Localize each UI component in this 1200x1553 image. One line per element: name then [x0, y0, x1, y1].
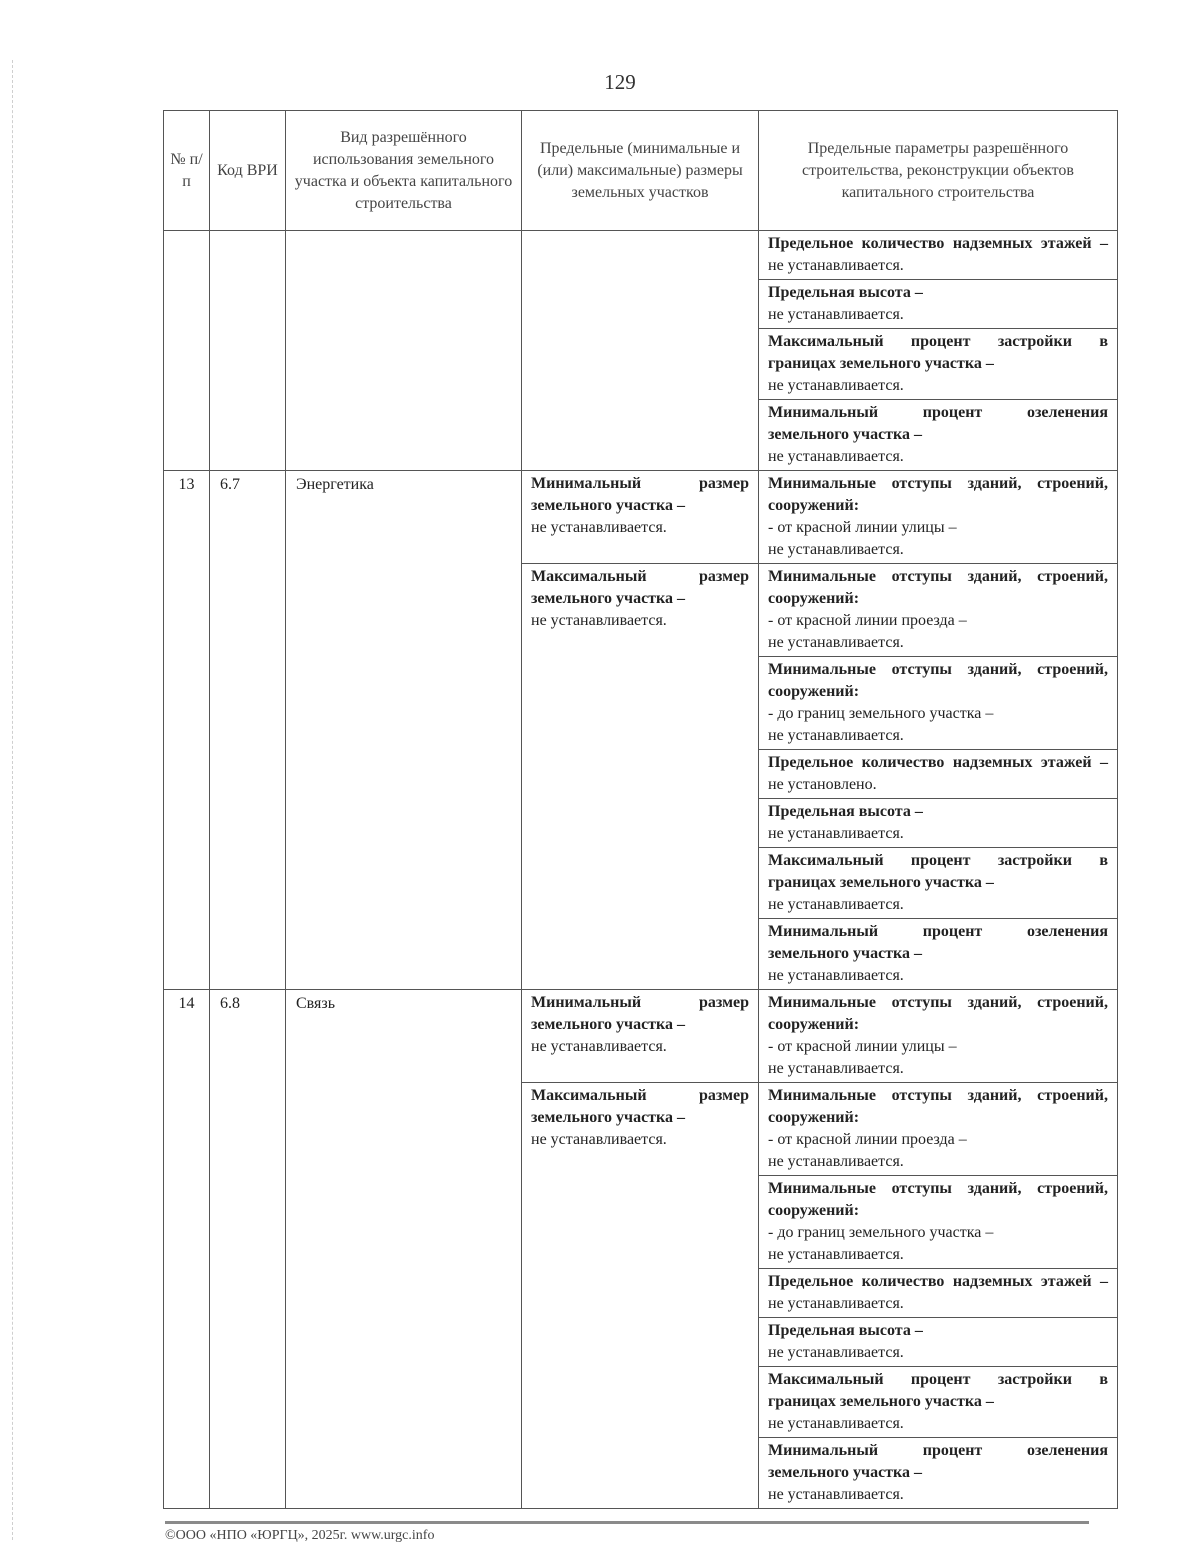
- param-entry: Минимальные отступы зданий, строений, сооружений: - до границ земельного участка – не устанавливается.: [768, 661, 1108, 744]
- table-row: [164, 990, 1118, 1083]
- size-cell: [522, 471, 759, 564]
- param-entry: Максимальный процент застройки в границах земельного участка – не устанавливается.: [768, 852, 1108, 913]
- param-cell: [759, 1318, 1118, 1367]
- param-cell: [759, 1269, 1118, 1318]
- cont-sizes-cell: [522, 231, 759, 471]
- param-cell: [759, 1083, 1118, 1176]
- table-header-row: [164, 111, 1118, 231]
- param-entry: Минимальный процент озеленения земельного участка – не устанавливается.: [768, 1442, 1108, 1503]
- param-entry: Предельное количество надземных этажей – не установлено.: [768, 754, 1108, 793]
- row-name: Энергетика: [286, 471, 522, 990]
- header-type: Вид разрешённого использования земельного участка и объекта капитального строительства: [286, 111, 522, 231]
- param-entry: Минимальный процент озеленения земельного участка – не устанавливается.: [768, 923, 1108, 984]
- param-entry: Максимальный процент застройки в границах земельного участка – не устанавливается.: [759, 329, 1117, 400]
- param-cell: [759, 799, 1118, 848]
- header-sizes: Предельные (минимальные и (или) максимальные) размеры земельных участков: [522, 111, 759, 231]
- row-num: 14: [164, 990, 210, 1509]
- footer-copyright: ©ООО «НПО «ЮРГЦ», 2025г. www.urgc.info: [165, 1528, 435, 1543]
- param-entry: Предельная высота – не устанавливается.: [759, 280, 1117, 329]
- param-cell: [759, 848, 1118, 919]
- param-entry: Максимальный процент застройки в границах земельного участка – не устанавливается.: [768, 1371, 1108, 1432]
- footer-rule: [165, 1521, 1089, 1524]
- param-entry: Минимальные отступы зданий, строений, сооружений: - от красной линии проезда – не устанавливается.: [768, 1087, 1108, 1170]
- param-cell: [759, 919, 1118, 990]
- regulations-table: [163, 110, 1118, 1509]
- param-cell: [759, 1438, 1118, 1509]
- cont-code-cell: [210, 231, 286, 471]
- param-entry: Предельное количество надземных этажей – не устанавливается.: [768, 1273, 1108, 1312]
- size-entry: Максимальный размер земельного участка – не устанавливается.: [531, 1087, 749, 1148]
- param-cell: [759, 750, 1118, 799]
- row-code: 6.8: [210, 990, 286, 1509]
- size-cell: [522, 990, 759, 1083]
- header-params: Предельные параметры разрешённого строительства, реконструкции объектов капитального строительства: [759, 111, 1118, 231]
- row-num: 13: [164, 471, 210, 990]
- row-code: 6.7: [210, 471, 286, 990]
- size-entry: Минимальный размер земельного участка – не устанавливается.: [531, 475, 749, 536]
- cont-name-cell: [286, 231, 522, 471]
- size-cell: [522, 1083, 759, 1509]
- header-code: Код ВРИ: [210, 111, 286, 231]
- param-entry: Минимальные отступы зданий, строений, сооружений: - от красной линии проезда – не устанавливается.: [768, 568, 1108, 651]
- header-num: № п/п: [164, 111, 210, 231]
- param-cell: [759, 471, 1118, 564]
- param-entry: Предельная высота – не устанавливается.: [768, 803, 923, 842]
- param-cell: [759, 1176, 1118, 1269]
- page-number: 129: [604, 70, 636, 94]
- cont-num-cell: [164, 231, 210, 471]
- param-entry: Минимальный процент озеленения земельного участка – не устанавливается.: [768, 404, 1108, 465]
- param-cell: [759, 990, 1118, 1083]
- param-cell: [759, 1367, 1118, 1438]
- scan-edge: [12, 60, 13, 1540]
- table-row-continuation: [164, 231, 1118, 471]
- param-entry: Минимальные отступы зданий, строений, сооружений: - от красной линии улицы – не устанавливается.: [768, 475, 1108, 558]
- param-entry: Предельная высота – не устанавливается.: [768, 1322, 923, 1361]
- size-cell: [522, 564, 759, 990]
- param-entry: Предельное количество надземных этажей – не устанавливается.: [759, 231, 1117, 280]
- param-entry: Минимальные отступы зданий, строений, сооружений: - от красной линии улицы – не устанавливается.: [768, 994, 1108, 1077]
- table-row: [164, 471, 1118, 564]
- size-entry: Максимальный размер земельного участка – не устанавливается.: [531, 568, 749, 629]
- row-name: Связь: [286, 990, 522, 1509]
- param-entry: Минимальные отступы зданий, строений, сооружений: - до границ земельного участка – не устанавливается.: [768, 1180, 1108, 1263]
- param-cell: [759, 564, 1118, 657]
- cont-params-cell: [759, 231, 1118, 471]
- size-entry: Минимальный размер земельного участка – не устанавливается.: [531, 994, 749, 1055]
- param-cell: [759, 657, 1118, 750]
